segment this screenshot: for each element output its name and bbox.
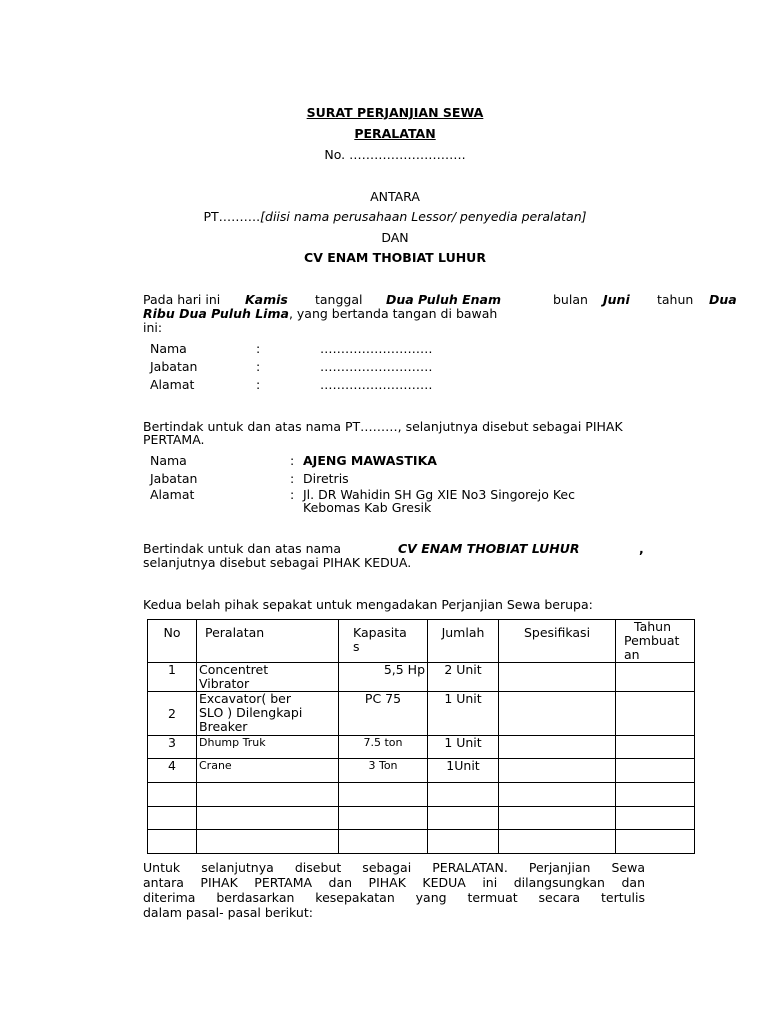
header-tahun	[616, 620, 695, 663]
table-cell	[148, 807, 197, 830]
closing-line4: dalam pasal- pasal berikut:	[143, 905, 313, 920]
opening-w1: Pada hari ini	[143, 292, 221, 307]
lessor-placeholder: [diisi nama perusahaan Lessor/ penyedia peralatan]	[260, 209, 587, 224]
row-jumlah: 1 Unit	[428, 736, 499, 759]
table-row	[148, 663, 695, 692]
row-tahun	[616, 759, 695, 783]
opening-w3: bulan	[553, 292, 588, 307]
party1-colon: :	[256, 377, 261, 392]
header-jumlah: Jumlah	[428, 620, 499, 663]
table-cell	[616, 807, 695, 830]
row-peralatan	[197, 663, 339, 692]
dan-label: DAN	[381, 230, 409, 245]
table-cell	[428, 830, 499, 854]
party1-colon: :	[256, 341, 261, 356]
closing-line1: Untuk selanjutnya disebut sebagai PERALATAN. Perjanjian Sewa	[143, 860, 645, 875]
row-jumlah: 2 Unit	[428, 663, 499, 692]
opening-year-a: Dua	[709, 292, 737, 307]
closing-line2: antara PIHAK PERTAMA dan PIHAK KEDUA ini dilangsungkan dan	[143, 875, 645, 890]
party2-value-alamat: Jl. DR Wahidin SH Gg XIE No3 Singorejo Kec	[303, 487, 575, 502]
header-kapasitas-a: Kapasita	[353, 625, 407, 640]
table-row	[148, 783, 695, 807]
table-cell	[499, 807, 616, 830]
row-no: 1	[148, 663, 197, 692]
opening-w2: tanggal	[315, 292, 363, 307]
party2-colon: :	[290, 453, 295, 468]
opening-day: Kamis	[245, 292, 288, 307]
header-no: No	[148, 620, 197, 663]
opening-date: Dua Puluh Enam	[386, 292, 502, 307]
table-header-row	[148, 620, 695, 663]
row-tahun	[616, 663, 695, 692]
table-row	[148, 736, 695, 759]
row-peralatan-b: SLO ) Dilengkapi	[199, 705, 303, 720]
party1-colon: :	[256, 359, 261, 374]
party2-statement-comma: ,	[639, 541, 644, 556]
table-cell	[499, 830, 616, 854]
party1-value-alamat: ………………………	[320, 377, 433, 392]
row-no: 4	[148, 759, 197, 783]
party2-value-alamat-line2: Kebomas Kab Gresik	[303, 500, 432, 515]
row-peralatan-a: Concentret	[199, 662, 269, 677]
table-cell	[616, 783, 695, 807]
row-kapasitas: 5,5 Hp	[339, 663, 428, 692]
header-spesifikasi: Spesifikasi	[499, 620, 616, 663]
party1-statement-line1: Bertindak untuk dan atas nama PT………, selanjutnya disebut sebagai PIHAK	[143, 419, 623, 434]
document-title-line2: PERALATAN	[354, 126, 436, 141]
row-spesifikasi	[499, 692, 616, 736]
row-tahun	[616, 736, 695, 759]
party2-value-jabatan: Diretris	[303, 471, 349, 486]
table-row	[148, 692, 695, 736]
row-spesifikasi	[499, 759, 616, 783]
row-jumlah: 1Unit	[428, 759, 499, 783]
party1-value-jabatan: ………………………	[320, 359, 433, 374]
row-peralatan-b: Vibrator	[199, 676, 250, 691]
opening-month: Juni	[603, 292, 630, 307]
party1-label-nama: Nama	[150, 341, 187, 356]
table-cell	[197, 807, 339, 830]
pt-prefix: PT……….	[203, 209, 261, 224]
table-cell	[428, 783, 499, 807]
party1-label-jabatan: Jabatan	[150, 359, 198, 374]
row-kapasitas: 7.5 ton	[339, 736, 428, 759]
row-peralatan: Crane	[197, 759, 339, 783]
header-kapasitas	[339, 620, 428, 663]
row-peralatan: Dhump Truk	[197, 736, 339, 759]
header-tahun-a: Tahun	[634, 619, 671, 634]
table-cell	[616, 830, 695, 854]
party2-statement-line2: selanjutnya disebut sebagai PIHAK KEDUA.	[143, 555, 412, 570]
party2-label-jabatan: Jabatan	[150, 471, 198, 486]
row-no: 3	[148, 736, 197, 759]
table-cell	[339, 830, 428, 854]
row-peralatan-c: Breaker	[199, 719, 248, 734]
table-cell	[339, 807, 428, 830]
row-peralatan-a: Excavator( ber	[199, 691, 291, 706]
party1-value-nama: ………………………	[320, 341, 433, 356]
party1-statement-line2: PERTAMA.	[143, 432, 205, 447]
company-name: CV ENAM THOBIAT LUHUR	[304, 250, 486, 265]
party2-label-nama: Nama	[150, 453, 187, 468]
party2-colon: :	[290, 471, 295, 486]
row-tahun	[616, 692, 695, 736]
row-spesifikasi	[499, 663, 616, 692]
opening-w5: , yang bertanda tangan di bawah	[288, 306, 498, 321]
lessor-line	[0, 209, 768, 224]
party2-statement-w1: Bertindak untuk dan atas nama	[143, 541, 342, 556]
table-row	[148, 830, 695, 854]
header-kapasitas-b: s	[353, 639, 360, 654]
opening-year-b: Ribu Dua Puluh Lima	[143, 306, 289, 321]
party2-value-nama: AJENG MAWASTIKA	[303, 453, 437, 468]
party2-colon: :	[290, 487, 295, 502]
document-title: SURAT PERJANJIAN SEWA	[306, 105, 484, 120]
table-row	[148, 759, 695, 783]
header-tahun-c: an	[624, 647, 640, 662]
header-peralatan: Peralatan	[197, 620, 339, 663]
table-cell	[148, 830, 197, 854]
agreement-intro: Kedua belah pihak sepakat untuk mengadakan Perjanjian Sewa berupa:	[143, 597, 593, 612]
row-jumlah: 1 Unit	[428, 692, 499, 736]
table-row	[148, 807, 695, 830]
opening-w6: ini:	[143, 320, 163, 335]
opening-w4: tahun	[657, 292, 694, 307]
table-cell	[428, 807, 499, 830]
document-number: No. ……………………….	[324, 147, 466, 162]
antara-label: ANTARA	[370, 189, 420, 204]
table-cell	[148, 783, 197, 807]
party1-label-alamat: Alamat	[150, 377, 195, 392]
equipment-table	[147, 619, 695, 854]
row-spesifikasi	[499, 736, 616, 759]
party2-label-alamat: Alamat	[150, 487, 195, 502]
party2-statement-name: CV ENAM THOBIAT LUHUR	[398, 541, 580, 556]
table-cell	[197, 783, 339, 807]
row-kapasitas: 3 Ton	[339, 759, 428, 783]
table-cell	[197, 830, 339, 854]
row-no: 2	[148, 692, 197, 736]
opening-line2	[143, 306, 497, 321]
row-kapasitas: PC 75	[339, 692, 428, 736]
table-cell	[499, 783, 616, 807]
row-peralatan	[197, 692, 339, 736]
table-cell	[339, 783, 428, 807]
header-tahun-b: Pembuat	[624, 633, 680, 648]
closing-line3: diterima berdasarkan kesepakatan yang termuat secara tertulis	[143, 890, 645, 905]
